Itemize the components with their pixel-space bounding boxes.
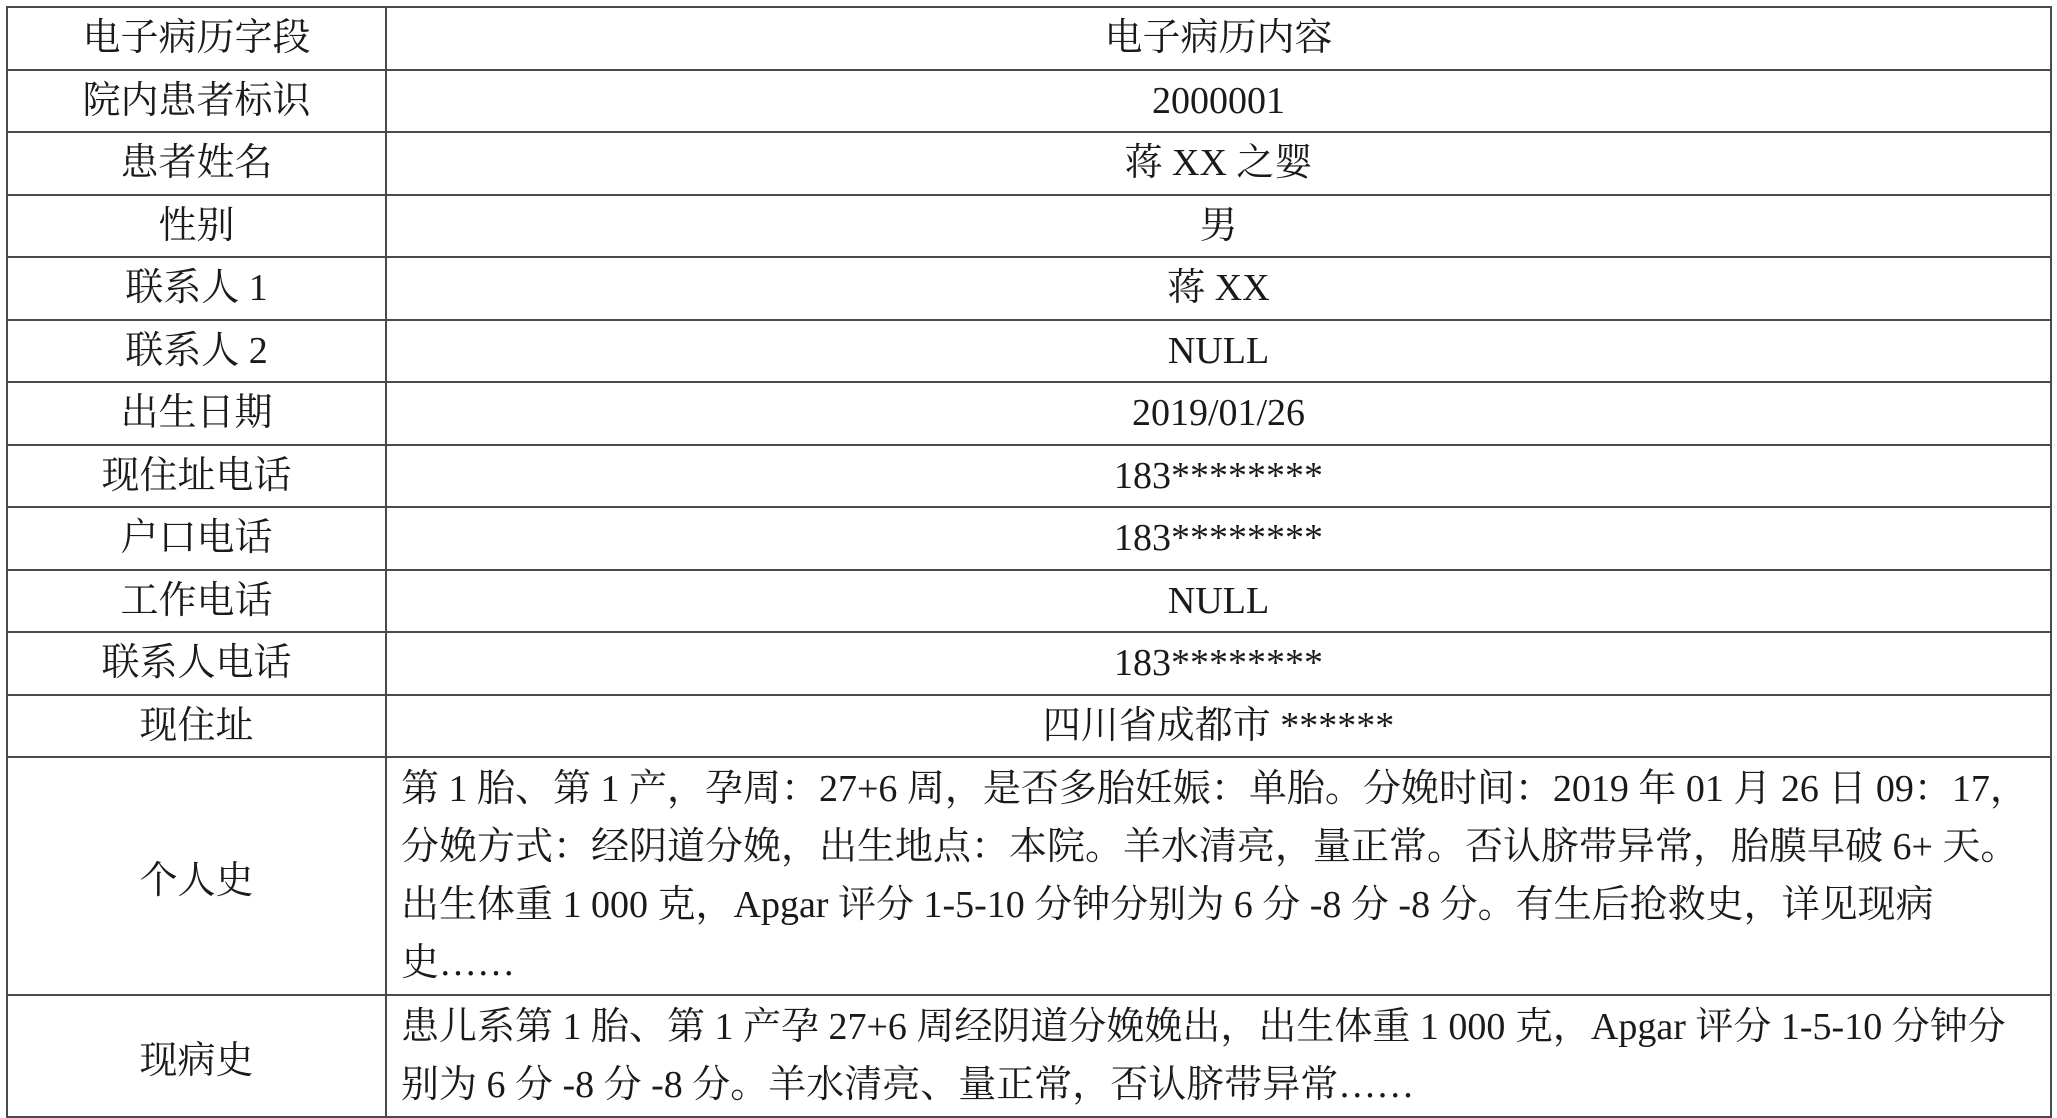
- field-value: 蒋 XX: [386, 257, 2051, 320]
- table-row: [7, 632, 2051, 695]
- field-value: 男: [386, 195, 2051, 258]
- field-value: 183********: [386, 507, 2051, 570]
- table-row: [7, 257, 2051, 320]
- table-row: [7, 132, 2051, 195]
- field-value: 蒋 XX 之婴: [386, 132, 2051, 195]
- table-row: [7, 995, 2051, 1117]
- table-row: [7, 70, 2051, 133]
- field-label: 患者姓名: [7, 132, 386, 195]
- field-value: 183********: [386, 632, 2051, 695]
- header-row: [7, 7, 2051, 70]
- table-row: [7, 507, 2051, 570]
- field-label: 联系人电话: [7, 632, 386, 695]
- table-row: [7, 320, 2051, 383]
- field-value: NULL: [386, 320, 2051, 383]
- field-value: 第 1 胎、第 1 产，孕周：27+6 周，是否多胎妊娠：单胎。分娩时间：2019 年 01 月 26 日 09：17，分娩方式：经阴道分娩，出生地点：本院。羊水清亮，量正常。否认脐带异常，胎膜早破 6+ 天。出生体重 1 000 克，Apgar 评分 1-5-10 分钟分别为 6 分 -8 分 -8 分。有生后抢救史，详见现病史……: [386, 757, 2051, 995]
- field-label: 现病史: [7, 995, 386, 1117]
- field-label: 联系人 1: [7, 257, 386, 320]
- table-row: [7, 445, 2051, 508]
- field-value: 183********: [386, 445, 2051, 508]
- field-value: NULL: [386, 570, 2051, 633]
- table-row: [7, 570, 2051, 633]
- field-label: 现住址: [7, 695, 386, 758]
- field-value: 2000001: [386, 70, 2051, 133]
- emr-table: [6, 6, 2052, 1118]
- table-row: [7, 382, 2051, 445]
- field-label: 联系人 2: [7, 320, 386, 383]
- table-row: [7, 757, 2051, 995]
- header-field: 电子病历字段: [7, 7, 386, 70]
- field-label: 院内患者标识: [7, 70, 386, 133]
- field-label: 出生日期: [7, 382, 386, 445]
- field-value: 四川省成都市 ******: [386, 695, 2051, 758]
- field-label: 个人史: [7, 757, 386, 995]
- field-label: 现住址电话: [7, 445, 386, 508]
- field-value: 患儿系第 1 胎、第 1 产孕 27+6 周经阴道分娩娩出，出生体重 1 000 克，Apgar 评分 1-5-10 分钟分别为 6 分 -8 分 -8 分。羊水清亮、量正常，否认脐带异常……: [386, 995, 2051, 1117]
- field-label: 性别: [7, 195, 386, 258]
- field-label: 户口电话: [7, 507, 386, 570]
- table-row: [7, 695, 2051, 758]
- table-row: [7, 195, 2051, 258]
- field-label: 工作电话: [7, 570, 386, 633]
- field-value: 2019/01/26: [386, 382, 2051, 445]
- header-content: 电子病历内容: [386, 7, 2051, 70]
